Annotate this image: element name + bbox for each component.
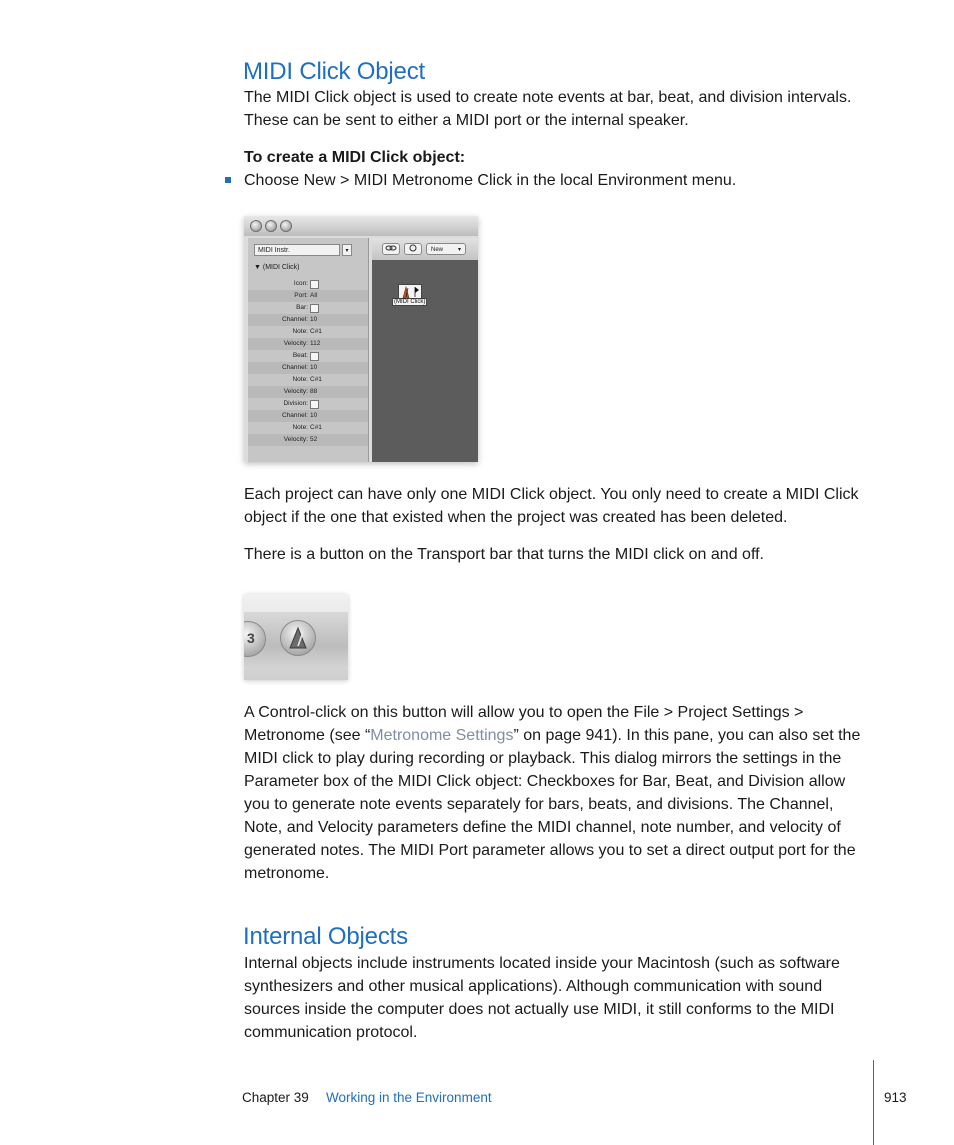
environment-window-screenshot [244,216,478,462]
parameter-label: Port: [294,292,308,299]
link-icon[interactable] [382,243,400,255]
parameter-value[interactable]: 10 [310,364,318,371]
parameter-row [248,278,368,290]
parameter-row [248,410,368,422]
new-menu-label: New [431,247,444,253]
minimize-window-icon[interactable] [265,220,277,232]
paragraph-line: MIDI click to play during recording or playback. This dialog mirrors the settings in the [244,750,842,767]
transport-button-paragraph: There is a button on the Transport bar that turns the MIDI click on and off. [244,546,764,563]
metronome-settings-link[interactable]: Metronome Settings [370,727,514,744]
paragraph-line: generated notes. The MIDI Port parameter allows you to set a direct output port for the [244,842,856,859]
parameter-label: Channel: [281,412,308,419]
metronome-click-button[interactable] [280,620,316,656]
new-menu-button[interactable] [426,243,466,255]
section-title-midi-click: MIDI Click Object [243,58,425,85]
parameter-row [248,326,368,338]
parameter-value[interactable]: 112 [310,340,321,347]
parameter-checkbox[interactable] [310,400,319,409]
paragraph-line: Internal objects include instruments located inside your Macintosh (such as software [244,955,840,972]
footer-chapter-title[interactable]: Working in the Environment [326,1090,492,1105]
paragraph-line: Parameter box of the MIDI Click object: Checkboxes for Bar, Beat, and Division allow [244,773,846,790]
parameter-label: Note: [292,328,308,335]
parameter-value[interactable]: 10 [310,316,318,323]
transport-bar-screenshot [244,594,348,680]
parameter-row [248,350,368,362]
intro-paragraph [244,86,874,132]
parameter-value[interactable]: C#1 [310,376,322,383]
midi-thru-icon[interactable] [404,243,422,255]
one-object-paragraph [244,483,874,529]
button-glyph: 3 [247,630,255,646]
close-window-icon[interactable] [250,220,262,232]
section-title-internal-objects: Internal Objects [243,923,408,950]
text-segment: ” on page 941). In this pane, you can also set the [513,727,861,744]
paragraph-line [244,724,884,747]
paragraph-line: sources inside the computer does not actually use MIDI, it still conforms to the MIDI [244,1001,835,1018]
paragraph-line: you to generate note events separately for bars, beats, and divisions. The Channel, [244,796,834,813]
chevron-down-icon: ▾ [457,247,461,253]
parameter-checkbox[interactable] [310,280,319,289]
parameter-label: Velocity: [283,388,308,395]
control-click-paragraph [244,701,884,885]
parameter-row [248,290,368,302]
parameter-value[interactable]: All [310,292,318,299]
parameter-value[interactable]: 10 [310,412,318,419]
metronome-icon [281,621,315,655]
parameter-label: Beat: [292,352,308,359]
parameter-row [248,314,368,326]
footer-divider [873,1060,874,1145]
parameter-value[interactable]: C#1 [310,424,322,431]
paragraph-line: synthesizers and other musical applications). Although communication with sound [244,978,823,995]
parameter-label: Velocity: [283,436,308,443]
intro-line: These can be sent to either a MIDI port or the internal speaker. [244,112,689,129]
parameter-label: Note: [292,376,308,383]
parameter-row [248,398,368,410]
parameter-value[interactable]: 88 [310,388,318,395]
metronome-icon [399,285,421,299]
object-name-header: ▼ (MIDI Click) [254,264,300,271]
parameter-label: Note: [292,424,308,431]
environment-toolbar [372,238,478,260]
parameter-value[interactable]: 52 [310,436,318,443]
layer-menu[interactable]: MIDI Instr. [254,244,340,256]
midi-click-object-label: (MIDI Click) [394,299,426,305]
paragraph-line: Each project can have only one MIDI Click object. You only need to create a MIDI Click [244,486,859,503]
chevron-down-icon[interactable]: ▾ [342,244,352,256]
parameter-label: Velocity: [283,340,308,347]
footer-chapter: Chapter 39 [242,1090,309,1105]
parameter-row [248,338,368,350]
parameter-row [248,434,368,446]
window-titlebar [244,216,478,236]
intro-line: The MIDI Click object is used to create note events at bar, beat, and division intervals. [244,89,852,106]
parameter-label: Channel: [281,364,308,371]
parameter-row [248,374,368,386]
page-number: 913 [884,1090,907,1105]
parameter-row [248,302,368,314]
parameter-label: Icon: [293,280,308,287]
parameter-label: Bar: [296,304,308,311]
parameter-row [248,422,368,434]
paragraph-line: A Control-click on this button will allow you to open the File > Project Settings > [244,704,804,721]
paragraph-line: Note, and Velocity parameters define the MIDI channel, note number, and velocity of [244,819,841,836]
parameter-value[interactable]: C#1 [310,328,322,335]
parameter-checkbox[interactable] [310,352,319,361]
task-heading: To create a MIDI Click object: [244,149,466,166]
internal-objects-paragraph [244,952,874,1044]
parameter-label: Channel: [281,316,308,323]
environment-area [372,238,478,462]
parameter-label: Division: [283,400,308,407]
parameter-row [248,362,368,374]
text-segment: Metronome (see “ [244,727,371,744]
parameter-box [248,238,369,462]
zoom-window-icon[interactable] [280,220,292,232]
paragraph-line: communication protocol. [244,1024,418,1041]
bullet-square-icon [225,177,231,183]
parameter-row [248,386,368,398]
paragraph-line: metronome. [244,865,330,882]
step-text: Choose New > MIDI Metronome Click in the local Environment menu. [244,172,737,189]
paragraph-line: object if the one that existed when the project was created has been deleted. [244,509,788,526]
parameter-checkbox[interactable] [310,304,319,313]
